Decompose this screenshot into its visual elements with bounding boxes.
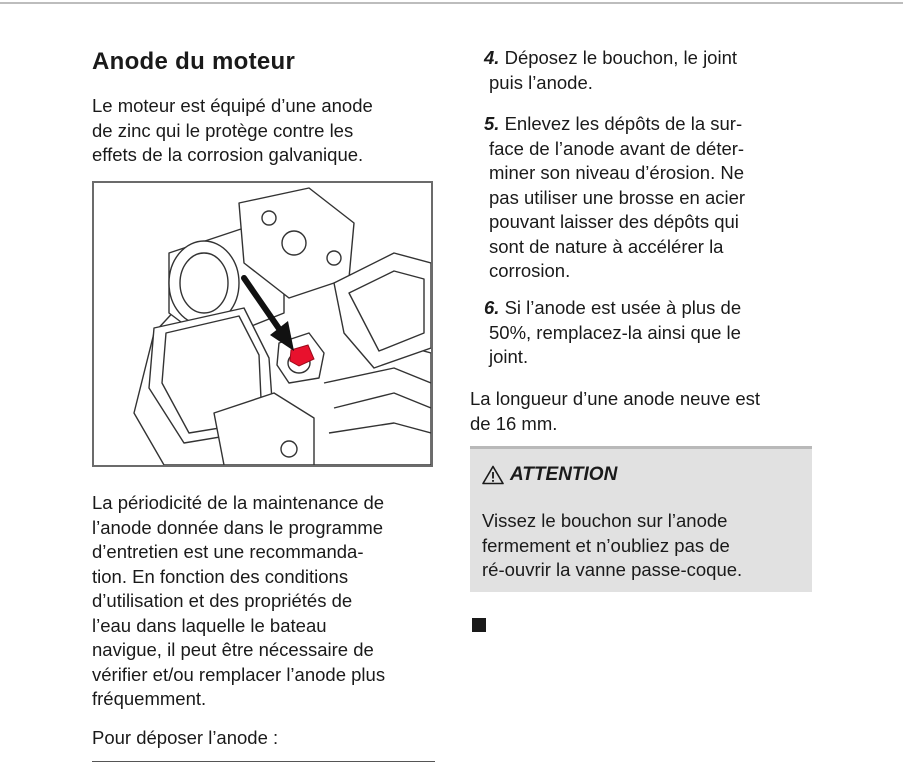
step-line: sont de nature à accélérer la <box>489 235 724 257</box>
warning-title <box>482 464 617 486</box>
periodicity-line: fréquemment. <box>92 688 207 709</box>
left-column <box>92 46 442 748</box>
step-4 <box>484 46 804 95</box>
warning-line: ré-ouvrir la vanne passe-coque. <box>482 559 743 580</box>
periodicity-paragraph <box>92 491 437 712</box>
warning-title-text: ATTENTION <box>510 464 618 485</box>
engine-anode-illustration <box>92 181 433 467</box>
bottom-divider <box>92 761 435 762</box>
intro-line: de zinc qui le protège contre les <box>92 119 354 141</box>
warning-line: fermement et n’oubliez pas de <box>482 534 730 556</box>
step-line: pouvant laisser des dépôts qui <box>489 211 739 232</box>
periodicity-line: d’entretien est une recommanda- <box>92 541 364 562</box>
engine-drawing <box>94 183 431 465</box>
warning-box <box>470 446 812 592</box>
warning-triangle-icon <box>482 465 504 485</box>
periodicity-line: l’anode donnée dans le programme <box>92 516 384 538</box>
step-line: miner son niveau d’érosion. Ne <box>489 162 745 183</box>
step-5 <box>484 112 804 284</box>
step-line: corrosion. <box>489 260 571 281</box>
periodicity-line: navigue, il peut être nécessaire de <box>92 639 374 660</box>
anode-length-line: de 16 mm. <box>470 412 558 434</box>
step-number: 5. <box>484 113 500 134</box>
removal-intro: Pour déposer l’anode : <box>92 727 279 748</box>
periodicity-line: l’eau dans laquelle le bateau <box>92 614 327 636</box>
step-number: 6. <box>484 297 500 318</box>
page-top-rule <box>0 2 903 4</box>
periodicity-line: La périodicité de la maintenance de <box>92 492 385 513</box>
step-6 <box>484 296 804 370</box>
intro-line: Le moteur est équipé d’une anode <box>92 95 373 116</box>
step-line: face de l’anode avant de déter- <box>489 137 745 159</box>
periodicity-line: vérifier et/ou remplacer l’anode plus <box>92 663 386 685</box>
step-line: puis l’anode. <box>489 71 593 93</box>
intro-line: effets de la corrosion galvanique. <box>92 144 364 165</box>
intro-paragraph <box>92 94 437 168</box>
section-title: Anode du moteur <box>92 48 296 75</box>
anode-length-paragraph <box>470 387 815 436</box>
step-line: pas utiliser une brosse en acier <box>489 186 746 208</box>
step-line: joint. <box>489 346 529 367</box>
periodicity-line: tion. En fonction des conditions <box>92 565 349 587</box>
step-line: 50%, remplacez-la ainsi que le <box>489 321 741 343</box>
step-line: Déposez le bouchon, le joint <box>504 47 738 68</box>
anode-length-line: La longueur d’une anode neuve est <box>470 388 761 409</box>
step-number: 4. <box>484 47 500 68</box>
warning-line: Vissez le bouchon sur l’anode <box>482 510 728 531</box>
warning-text <box>482 509 802 583</box>
step-line: Enlevez les dépôts de la sur- <box>504 113 743 134</box>
section-end-mark <box>472 618 486 632</box>
periodicity-line: d’utilisation et des propriétés de <box>92 590 353 611</box>
step-line: Si l’anode est usée à plus de <box>504 297 742 318</box>
